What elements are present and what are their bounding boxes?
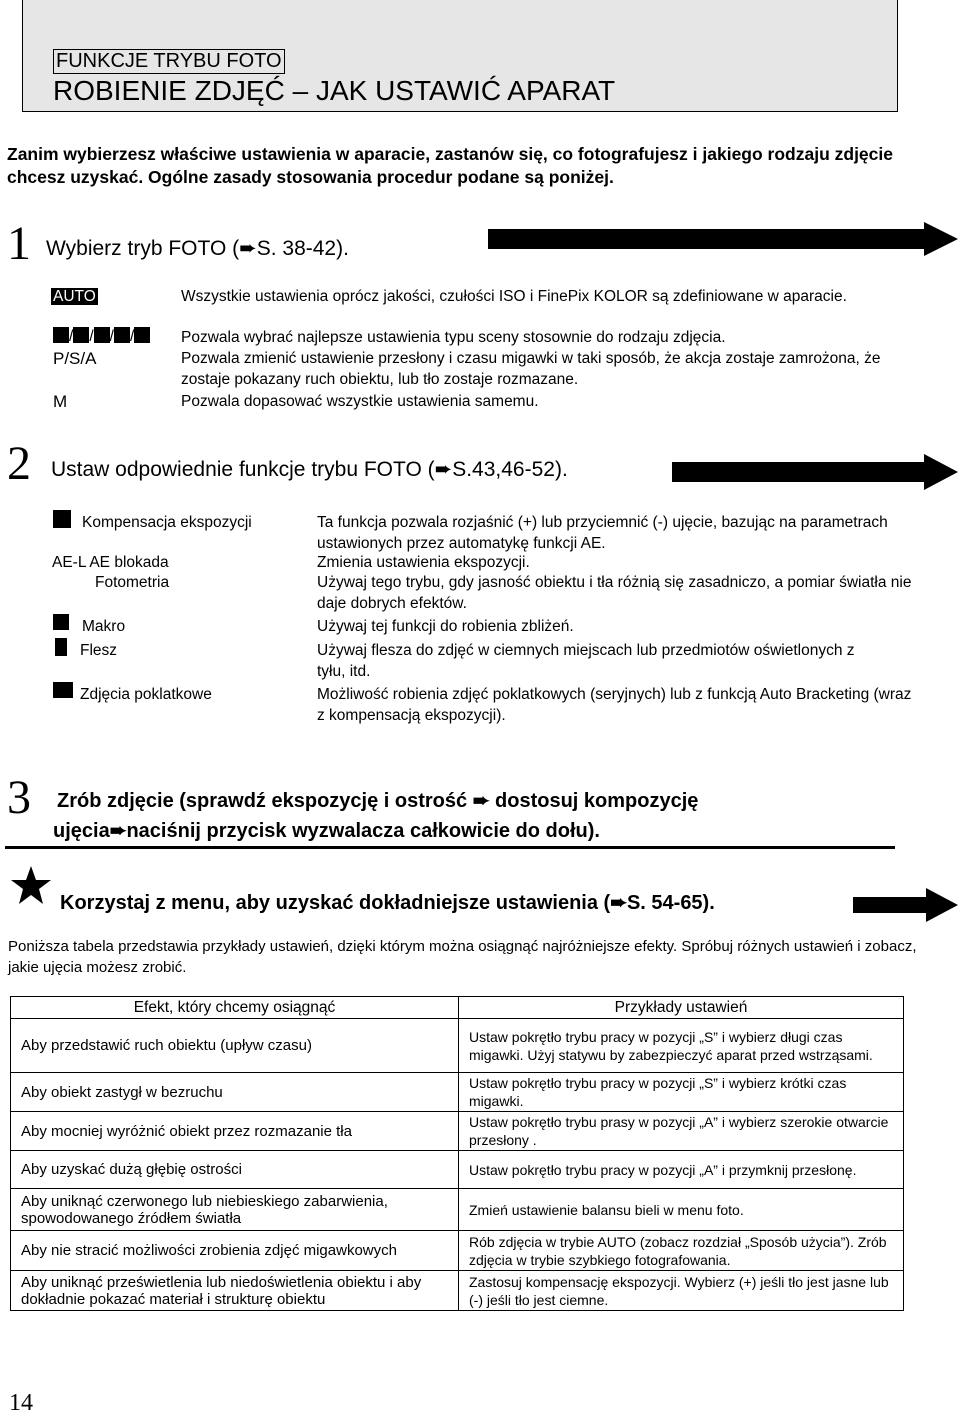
arrow-right-icon: ➨ — [109, 820, 127, 842]
flash-icon — [55, 638, 67, 656]
func-continuous-desc: Możliwość robienia zdjęć poklatkowych (seryjnych) lub z funkcją Auto Bracketing (wraz z kompensacją ekspozycji). — [317, 686, 912, 724]
arrow-right-icon: ➨ — [239, 237, 257, 260]
func-flash-label: Flesz — [80, 642, 118, 659]
func-macro-label: Makro — [82, 618, 126, 635]
step-3-line-1: Zrób zdjęcie (sprawdź ekspozycję i ostrość ➨ dostosuj kompozycję — [57, 790, 699, 812]
section-label: FUNKCJE TRYBU FOTO — [53, 49, 285, 74]
func-metering-label: Fotometria — [95, 574, 170, 591]
step-3-number: 3 — [7, 771, 31, 824]
step-3-underline — [5, 846, 895, 849]
mode-scene-desc: Pozwala wybrać najlepsze ustawienia typu sceny stosownie do rodzaju zdjęcia. — [181, 329, 726, 346]
continuous-shooting-icon — [53, 682, 73, 698]
func-continuous-label: Zdjęcia poklatkowe — [80, 686, 212, 703]
mode-m-desc: Pozwala dopasować wszystkie ustawienia samemu. — [181, 393, 539, 410]
step-2-title: Ustaw odpowiednie funkcje trybu FOTO (➨S.43,46-52). — [51, 458, 568, 481]
moon-scene-icon — [134, 327, 150, 343]
page-number: 14 — [9, 1390, 33, 1416]
table-header-settings: Przykłady ustawień — [459, 997, 904, 1019]
arrow-right-icon: ➨ — [610, 892, 627, 914]
table-row: Aby przedstawić ruch obiektu (upływ czasu) Ustaw pokrętło trybu pracy w pozycji „S” i wybierz długi czas migawki. Użyj statywu by zabezpieczyć aparat przed wstrząsami. — [11, 1019, 904, 1073]
step-1-bar — [488, 229, 928, 249]
effects-table — [10, 996, 904, 1311]
func-macro-desc: Używaj tej funkcji do robienia zbliżeń. — [317, 618, 574, 635]
step-1-arrowhead-icon — [924, 222, 958, 256]
mode-auto-desc: Wszystkie ustawienia oprócz jakości, czułości ISO i FinePix KOLOR są zdefiniowane w aparacie. — [181, 288, 847, 305]
intro-text: Zanim wybierzesz właściwe ustawienia w aparacie, zastanów się, co fotografujesz i jakiego rodzaju zdjęcie chcesz uzyskać. Ogólne zasady stosowania procedur podane są poniżej. — [7, 144, 893, 187]
step-2-arrowhead-icon — [924, 454, 958, 490]
night-scene-icon — [73, 327, 89, 343]
macro-icon — [53, 614, 69, 630]
table-row: Aby uniknąć czerwonego lub niebieskiego zabarwienia, spowodowanego źródłem światła Zmień ustawienie balansu bieli w menu foto. — [11, 1189, 904, 1231]
table-row: Aby obiekt zastygł w bezruchu Ustaw pokrętło trybu pracy w pozycji „S” i wybierz krótki czas migawki. — [11, 1073, 904, 1112]
step-1-number: 1 — [7, 217, 31, 270]
scene-mode-icons: / / / / — [53, 326, 150, 347]
step-2-bar — [672, 462, 927, 482]
step-2-number: 2 — [7, 437, 31, 490]
func-ael-label: AE-L AE blokada — [52, 554, 169, 571]
portrait-scene-icon — [53, 327, 69, 343]
star-arrowhead-icon — [926, 888, 958, 922]
mode-m-label: M — [53, 392, 68, 411]
page-title: ROBIENIE ZDJĘĆ – JAK USTAWIĆ APARAT — [53, 75, 616, 106]
exposure-compensation-icon — [53, 510, 71, 528]
mode-psa-label: P/S/A — [53, 349, 97, 368]
table-header-row — [11, 997, 904, 1019]
table-intro: Poniższa tabela przedstawia przykłady ustawień, dzięki którym można osiągnąć najróżniejsze efekty. Spróbuj różnych ustawień i zobacz, jakie ujęcia możesz zrobić. — [8, 938, 917, 976]
table-header-effect: Efekt, który chcemy osiągnąć — [11, 997, 459, 1019]
mode-psa-desc: Pozwala zmienić ustawienie przesłony i czasu migawki w taki sposób, że akcja zostaje zamrożona, że zostaje pokazany ruch obiektu, lub tło zostaje rozmazane. — [181, 350, 881, 388]
table-row: Aby nie stracić możliwości zrobienia zdjęć migawkowych Rób zdjęcia w trybie AUTO (zobacz rozdział „Sposób użycia”). Zrób zdjęcia w trybie szybkiego fotografowania. — [11, 1231, 904, 1271]
step-3-line-2: ujęcia➨naciśnij przycisk wyzwalacza całkowicie do dołu). — [53, 820, 600, 842]
table-row: Aby mocniej wyróżnić obiekt przez rozmazanie tła Ustaw pokrętło trybu prasy w pozycji „A” i wybierz szerokie otwarcie przesłony . — [11, 1112, 904, 1151]
table-row: Aby uzyskać dużą głębię ostrości Ustaw pokrętło trybu pracy w pozycji „A” i przymknij przesłonę. — [11, 1151, 904, 1189]
landscape-scene-icon — [114, 327, 130, 343]
step-1-title: Wybierz tryb FOTO (➨S. 38-42). — [46, 237, 349, 260]
arrow-right-icon: ➨ — [472, 790, 490, 812]
func-flash-desc: Używaj flesza do zdjęć w ciemnych miejscach lub przedmiotów oświetlonych z tyłu, itd. — [317, 642, 855, 680]
arrow-right-icon: ➨ — [434, 458, 453, 481]
star-bar — [853, 897, 931, 913]
table-row: Aby uniknąć prześwietlenia lub niedoświetlenia obiektu i aby dokładnie pokazać materiał i strukturę obiektu Zastosuj kompensację ekspozycji. Wybierz (+) jeśli tło jest jasne lub (-) jeśli tło jest ciemne. — [11, 1271, 904, 1311]
sport-scene-icon — [94, 327, 110, 343]
func-exposure-label: Kompensacja ekspozycji — [82, 514, 252, 531]
star-title: Korzystaj z menu, aby uzyskać dokładniejsze ustawienia (➨S. 54-65). — [60, 892, 715, 914]
func-metering-desc: Używaj tego trybu, gdy jasność obiektu i tła różnią się zasadniczo, a pomiar światła nie daje dobrych efektów. — [317, 574, 912, 612]
star-icon — [10, 865, 52, 905]
func-exposure-desc: Ta funkcja pozwala rozjaśnić (+) lub przyciemnić (-) ujęcie, bazując na parametrach ustawionych przez automatykę funkcji AE. — [317, 514, 888, 552]
mode-auto-label: AUTO — [53, 288, 96, 305]
func-ael-desc: Zmienia ustawienia ekspozycji. — [317, 554, 530, 571]
